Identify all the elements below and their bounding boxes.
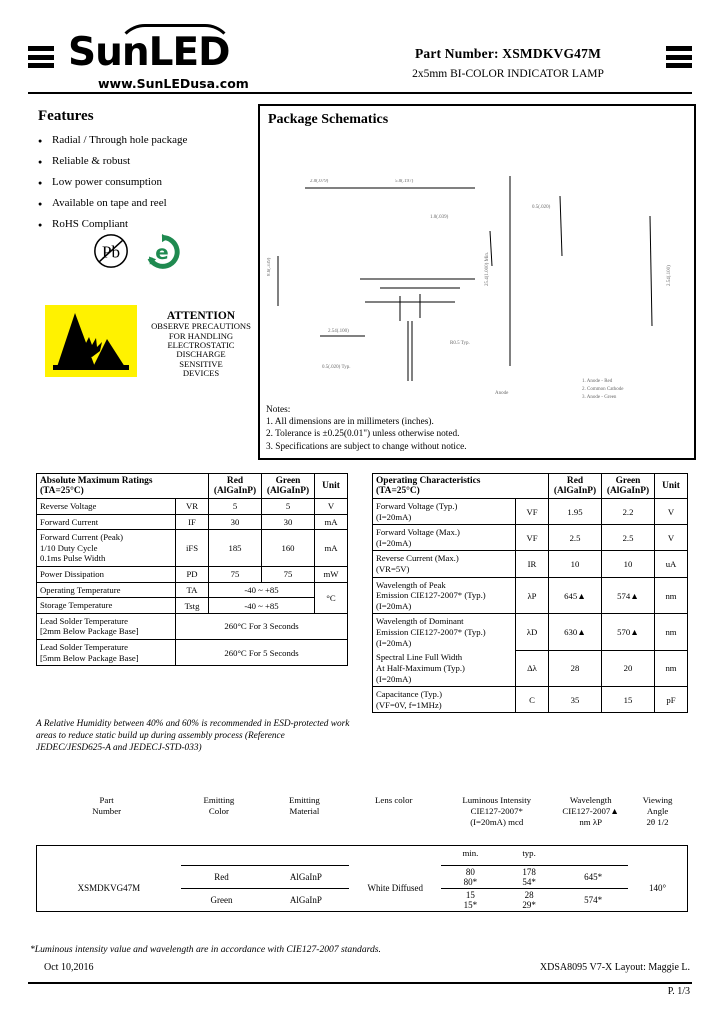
amr-row-red: 30 (209, 514, 262, 530)
col-luminous-intensity: Luminous Intensity CIE127-2007* (I=20mA) mcd (462, 795, 532, 827)
amr-temp-label: Storage Temperature (37, 598, 176, 614)
esd-warning-symbol (45, 305, 137, 377)
esd-line: SENSITIVE (179, 358, 223, 369)
svg-text:2.54(.100): 2.54(.100) (328, 329, 349, 334)
opc-col-green-material: (AlGaInP) (606, 486, 650, 496)
part-info (358, 46, 658, 80)
cell-min (441, 866, 500, 889)
amr-row-symbol: iFS (176, 530, 209, 567)
amr-row-green: 160 (262, 530, 315, 567)
opc-row-green: 10 (602, 551, 655, 577)
amr-row-red: 5 (209, 499, 262, 515)
table-row (373, 525, 688, 551)
amr-temp-value: -40 ~ +85 (209, 582, 315, 598)
cell-min-alt-value: 15* (463, 900, 478, 910)
svg-text:Pb: Pb (101, 242, 121, 262)
amr-temp-symbol: Tstg (176, 598, 209, 614)
table-row (373, 614, 688, 650)
svg-text:1. Anode - Red: 1. Anode - Red (582, 379, 613, 384)
opc-row-symbol: C (516, 687, 549, 713)
cell-wavelength: 645* (558, 866, 628, 889)
package-schematics-title: Package Schematics (268, 112, 389, 127)
menu-bars-left-icon (28, 46, 54, 68)
certification-marks (92, 232, 212, 272)
opc-row-red: 630▲ (549, 614, 602, 650)
cell-emitting-material: AlGaInP (262, 866, 349, 889)
amr-row-unit: V (315, 499, 348, 515)
esd-warning-text (142, 310, 260, 378)
opc-row-unit: pF (655, 687, 688, 713)
svg-text:e: e (155, 241, 169, 265)
opc-col-green-label: Green (615, 476, 641, 486)
opc-title-cell (373, 474, 549, 499)
opc-row-symbol: λD (516, 614, 549, 650)
table-subheader-row (37, 846, 688, 866)
opc-row-red: 35 (549, 687, 602, 713)
svg-text:2.0(.079): 2.0(.079) (310, 179, 329, 184)
footer-date: Oct 10,2016 (44, 962, 94, 973)
footer-meta: XDSA8095 V7-X Layout: Maggie L. (539, 962, 690, 973)
amr-row-label: Forward Current (37, 514, 176, 530)
cell-lens-color: White Diffused (367, 883, 424, 894)
spacer-cell (349, 846, 441, 866)
cell-viewing-angle: 140° (648, 883, 667, 894)
opc-row-label: Forward Voltage (Max.) (I=20mA) (373, 525, 516, 551)
opc-row-label: Capacitance (Typ.) (VF=0V, f=1MHz) (373, 687, 516, 713)
amr-row-symbol: VR (176, 499, 209, 515)
part-description: 2x5mm BI-COLOR INDICATOR LAMP (412, 68, 604, 80)
amr-row-symbol: IF (176, 514, 209, 530)
opc-row-label: Wavelength of Peak Emission CIE127-2007* (Typ.) (I=20mA) (373, 577, 516, 614)
table-row (373, 577, 688, 614)
amr-col-green (262, 474, 315, 499)
amr-col-red (209, 474, 262, 499)
spacer-cell (181, 846, 263, 866)
amr-col-green-label: Green (275, 476, 301, 486)
svg-text:5.0(.197): 5.0(.197) (395, 179, 414, 184)
col-emitting-material: Emitting Material (289, 795, 320, 816)
notes-title: Notes: (266, 404, 291, 415)
col-viewing-angle: Viewing Angle 2θ 1/2 (642, 795, 673, 827)
amr-col-unit: Unit (315, 474, 348, 499)
cell-typ-alt-value: 54* (522, 877, 536, 887)
amr-solder-value: 260°C For 3 Seconds (176, 613, 348, 639)
package-drawing (260, 136, 694, 404)
opc-col-red (549, 474, 602, 499)
operating-characteristics-table (372, 473, 688, 713)
list-item: ● Available on tape and reel (38, 197, 248, 209)
cell-emitting-color: Red (181, 866, 263, 889)
note-item: 2. Tolerance is ±0.25(0.01") unless otherwise noted. (266, 429, 460, 440)
cell-wavelength: 574* (558, 889, 628, 912)
cell-part-number: XSMDKVG47M (77, 883, 141, 894)
svg-text:0.5(.020): 0.5(.020) (532, 205, 551, 210)
col-wavelength: Wavelength CIE127-2007▲ nm λP (562, 795, 620, 827)
amr-row-green: 5 (262, 499, 315, 515)
sunled-logo (68, 24, 288, 91)
features-title: Features (38, 108, 94, 124)
cell-typ-alt-value: 29* (522, 900, 536, 910)
table-row (37, 530, 348, 567)
header-divider (28, 92, 692, 94)
table-row (37, 598, 348, 614)
footer-page-number: P. 1/3 (667, 986, 690, 997)
table-row (373, 551, 688, 577)
amr-solder-value: 260°C For 5 Seconds (176, 640, 348, 666)
cell-typ-value: 178 (522, 867, 536, 877)
opc-row-green: 20 (602, 650, 655, 686)
parts-table (36, 845, 688, 912)
svg-text:R0.5 Typ.: R0.5 Typ. (450, 341, 470, 346)
logo-website: www.SunLEDusa.com (98, 76, 249, 91)
cell-typ (500, 889, 559, 912)
cell-min-value: 80 (465, 867, 475, 877)
note-item: 3. Specifications are subject to change without notice. (266, 441, 467, 452)
col-part-number: Part Number (92, 795, 122, 816)
amr-row-unit: mA (315, 530, 348, 567)
svg-text:8.6(.339): 8.6(.339) (267, 257, 272, 276)
opc-row-green: 2.2 (602, 499, 655, 525)
table-row (37, 499, 348, 515)
opc-row-symbol: VF (516, 525, 549, 551)
opc-col-red-material: (AlGaInP) (553, 486, 597, 496)
features-section (38, 108, 248, 239)
svg-text:0.5(.020) Typ.: 0.5(.020) Typ. (322, 365, 351, 370)
part-number: Part Number: XSMDKVG47M (414, 46, 602, 61)
amr-temp-symbol: TA (176, 582, 209, 598)
col-emitting-color: Emitting Color (203, 795, 235, 816)
svg-text:25.4(1.000) Min.: 25.4(1.000) Min. (485, 251, 490, 286)
cell-typ-value: 28 (524, 890, 534, 900)
table-header-row (36, 795, 688, 828)
opc-row-red: 1.95 (549, 499, 602, 525)
amr-row-red: 185 (209, 530, 262, 567)
opc-subtitle: (TA=25°C) (376, 486, 420, 496)
amr-row-unit: mW (315, 567, 348, 583)
amr-row-symbol: PD (176, 567, 209, 583)
footer-note: *Luminous intensity value and wavelength are in accordance with CIE127-2007 standards. (30, 944, 381, 955)
col-lens-color: Lens color (375, 795, 413, 805)
logo-wordmark: SunLED (68, 30, 230, 75)
table-row (37, 582, 348, 598)
amr-temp-unit: °C (315, 582, 348, 613)
esd-line: DISCHARGE (176, 349, 226, 360)
opc-row-unit: V (655, 499, 688, 525)
esd-line: ELECTROSTATIC (167, 339, 235, 350)
list-item: ● Radial / Through hole package (38, 134, 248, 146)
table-header-row (37, 474, 348, 499)
opc-row-label: Forward Voltage (Typ.) (I=20mA) (373, 499, 516, 525)
spacer-cell (262, 846, 349, 866)
list-item: ● Reliable & robust (38, 155, 248, 167)
page-header (28, 26, 692, 91)
amr-row-label: Forward Current (Peak) 1/10 Duty Cycle 0.1ms Pulse Width (37, 530, 176, 567)
opc-row-unit: uA (655, 551, 688, 577)
esd-title: ATTENTION (166, 310, 236, 322)
opc-row-symbol: IR (516, 551, 549, 577)
parts-table-header (36, 795, 688, 828)
amr-solder-label: Lead Solder Temperature [2mm Below Package Base] (37, 613, 176, 639)
absolute-maximum-ratings-table (36, 473, 348, 666)
opc-row-red: 2.5 (549, 525, 602, 551)
cell-typ (500, 866, 559, 889)
amr-col-red-material: (AlGaInP) (213, 486, 257, 496)
list-item: ● Low power consumption (38, 176, 248, 188)
package-schematics-panel (258, 104, 696, 460)
esd-line: FOR HANDLING (168, 330, 234, 341)
amr-row-green: 30 (262, 514, 315, 530)
opc-col-unit: Unit (655, 474, 688, 499)
amr-row-label: Reverse Voltage (37, 499, 176, 515)
svg-text:Anode: Anode (495, 391, 509, 396)
opc-row-unit: V (655, 525, 688, 551)
amr-temp-value: -40 ~ +85 (209, 598, 315, 614)
table-row (373, 687, 688, 713)
table-row (37, 514, 348, 530)
menu-bars-right-icon (666, 46, 692, 68)
opc-row-red: 28 (549, 650, 602, 686)
esd-line: DEVICES (182, 367, 220, 378)
spacer-cell (558, 846, 628, 866)
opc-row-symbol: VF (516, 499, 549, 525)
amr-row-red: 75 (209, 567, 262, 583)
svg-text:2. Common Cathode: 2. Common Cathode (582, 387, 624, 392)
spacer-cell (628, 846, 688, 866)
opc-row-symbol: Δλ (516, 650, 549, 686)
amr-temp-label: Operating Temperature (37, 582, 176, 598)
table-row (37, 640, 348, 666)
rohs-icon (144, 234, 180, 270)
cell-emitting-color: Green (181, 889, 263, 912)
amr-row-unit: mA (315, 514, 348, 530)
subheader-typ: typ. (522, 848, 536, 858)
amr-subtitle: (TA=25°C) (40, 486, 84, 496)
opc-row-unit: nm (655, 577, 688, 614)
svg-text:3. Anode - Green: 3. Anode - Green (582, 395, 617, 400)
opc-row-label: Reverse Current (Max.) (VR=5V) (373, 551, 516, 577)
cell-min-alt-value: 80* (463, 877, 478, 887)
table-row (373, 499, 688, 525)
footer-divider (28, 982, 692, 984)
package-notes (266, 404, 467, 453)
opc-row-unit: nm (655, 650, 688, 686)
cell-min (441, 889, 500, 912)
opc-row-green: 15 (602, 687, 655, 713)
opc-row-label: Spectral Line Full Width At Half-Maximum (Typ.) (I=20mA) (373, 650, 516, 686)
opc-title: Operating Characteristics (376, 476, 481, 486)
amr-solder-label: Lead Solder Temperature [5mm Below Package Base] (37, 640, 176, 666)
subheader-min: min. (462, 848, 479, 858)
amr-title-cell (37, 474, 209, 499)
note-item: 1. All dimensions are in millimeters (inches). (266, 417, 434, 428)
opc-row-red: 10 (549, 551, 602, 577)
table-header-row (373, 474, 688, 499)
opc-col-green (602, 474, 655, 499)
svg-text:2.54(.100): 2.54(.100) (667, 265, 672, 286)
opc-row-green: 574▲ (602, 577, 655, 614)
amr-col-red-label: Red (226, 476, 244, 486)
svg-text:1.0(.039): 1.0(.039) (430, 215, 449, 220)
opc-col-red-label: Red (566, 476, 584, 486)
table-row (37, 866, 688, 889)
amr-title: Absolute Maximum Ratings (40, 476, 153, 486)
spacer-cell (37, 846, 181, 866)
package-drawing-svg (260, 136, 694, 404)
features-list (38, 134, 248, 230)
esd-hand-icon (45, 305, 137, 377)
opc-row-red: 645▲ (549, 577, 602, 614)
humidity-note: A Relative Humidity between 40% and 60% is recommended in ESD-protected work areas to reduce static build up during assembly process (Reference JEDEC/JESD625-A and JEDECJ-STD-033) (36, 719, 350, 754)
opc-row-unit: nm (655, 614, 688, 650)
amr-col-green-material: (AlGaInP) (266, 486, 310, 496)
amr-row-green: 75 (262, 567, 315, 583)
opc-row-green: 2.5 (602, 525, 655, 551)
opc-row-label: Wavelength of Dominant Emission CIE127-2007* (Typ.) (I=20mA) (373, 614, 516, 650)
opc-row-green: 570▲ (602, 614, 655, 650)
table-row (37, 567, 348, 583)
cell-min-value: 15 (465, 890, 475, 900)
table-row (37, 613, 348, 639)
opc-row-symbol: λP (516, 577, 549, 614)
table-row (373, 650, 688, 686)
list-item: ● RoHS Compliant (38, 218, 248, 230)
cell-emitting-material: AlGaInP (262, 889, 349, 912)
amr-row-label: Power Dissipation (37, 567, 176, 583)
lead-free-icon (92, 232, 130, 270)
esd-line: OBSERVE PRECAUTIONS (151, 321, 251, 332)
